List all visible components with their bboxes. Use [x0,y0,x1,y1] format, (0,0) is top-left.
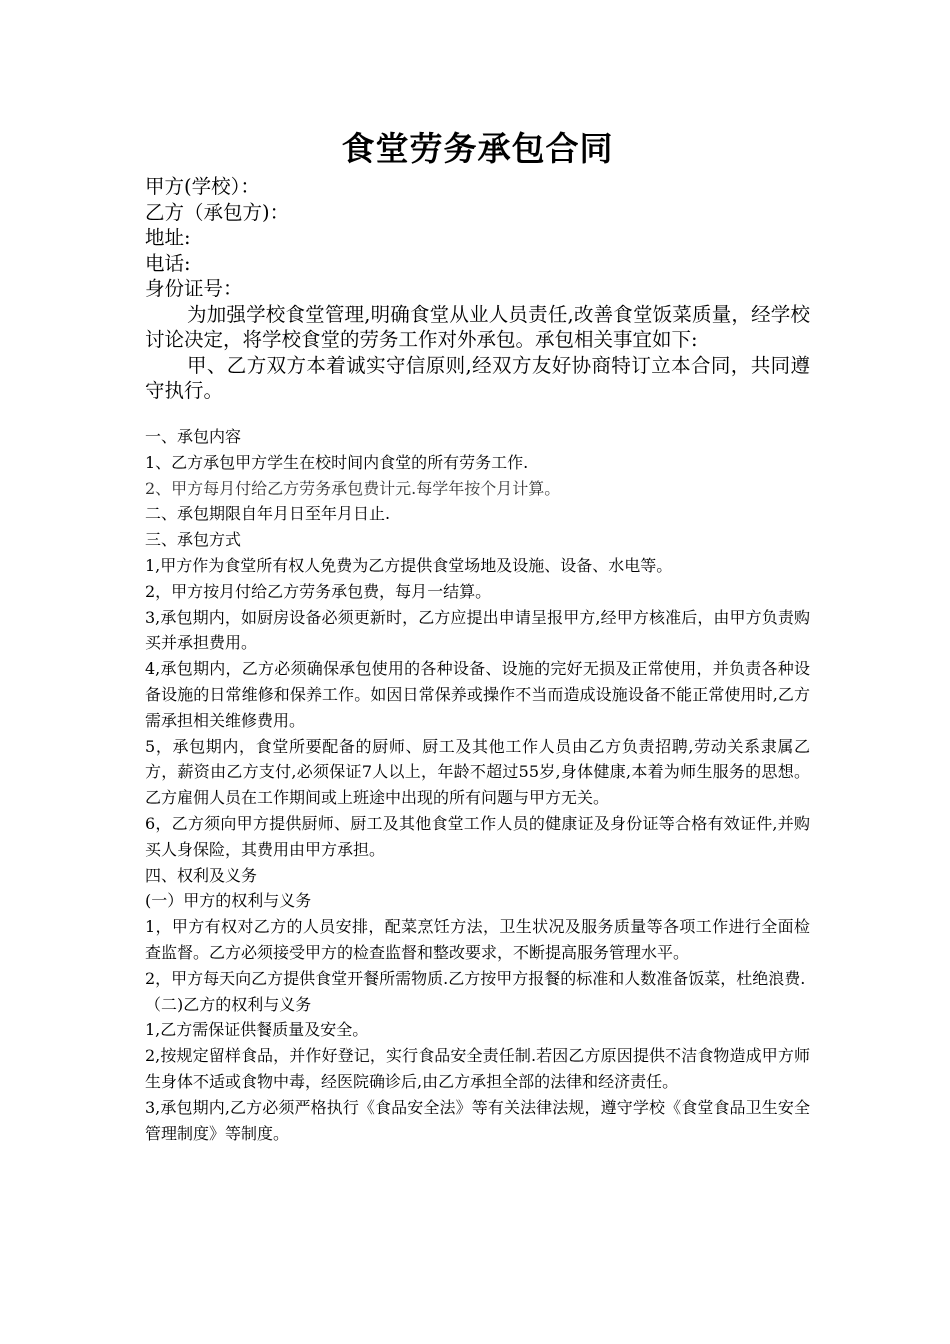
clause-paragraph: 2，甲方每天向乙方提供食堂开餐所需物质.乙方按甲方报餐的标准和人数准备饭菜，杜绝浪费. [145,968,806,988]
subsection-heading: （二)乙方的权利与义务 [145,994,312,1014]
clause-paragraph: 6，乙方须向甲方提供厨师、厨工及其他食堂工作人员的健康证及身份证等合格有效证件,并购买人身保险，其费用由甲方承担。 [145,813,810,859]
clause-paragraph: 4,承包期内，乙方必须确保承包使用的各种设备、设施的完好无损及正常使用，并负责各种设备设施的日常维修和保养工作。如因日常保养或操作不当而造成设施设备不能正常使用时,乙方需承担相关维修费用。 [145,659,810,730]
clause-paragraph: 2，甲方按月付给乙方劳务承包费，每月一结算。 [145,581,492,601]
intro-paragraph: 甲、乙方双方本着诚实守信原则,经双方友好协商特订立本合同，共同遵守执行。 [145,353,810,402]
section-heading: 一、承包内容 [145,427,242,446]
section-heading: 四、权利及义务 [145,865,258,885]
section-heading: 二、承包期限自年月日至年月日止. [145,504,391,524]
clause-paragraph: 1,甲方作为食堂所有权人免费为乙方提供食堂场地及设施、设备、水电等。 [145,555,673,575]
phone-field: 电话: [145,251,191,275]
clause-paragraph: 1，甲方有权对乙方的人员安排，配菜烹饪方法，卫生状况及服务质量等各项工作进行全面检查监督。乙方必须接受甲方的检查监督和整改要求，不断提高服务管理水平。 [145,917,810,962]
contract-body [145,424,810,1146]
party-b-field: 乙方（承包方)： [145,200,290,224]
document-title: 食堂劳务承包合同 [341,129,614,168]
section-heading: 三、承包方式 [145,530,242,550]
clause-paragraph: 1、乙方承包甲方学生在校时间内食堂的所有劳务工作. [145,452,529,472]
party-a-field: 甲方(学校）： [145,175,260,198]
party-info-block [145,174,810,404]
clause-paragraph: 1,乙方需保证供餐质量及安全。 [145,1020,369,1040]
clause-paragraph: 3,承包期内,乙方必须严格执行《食品安全法》等有关法律法规，遵守学校《食堂食品卫生安全管理制度》等制度。 [145,1097,810,1143]
address-field: 地址: [145,226,191,249]
clause-paragraph: 3,承包期内，如厨房设备必须更新时，乙方应提出申请呈报甲方,经甲方核准后，由甲方负责购买并承担费用。 [145,607,810,653]
id-number-field: 身份证号： [145,277,243,300]
intro-paragraph: 为加强学校食堂管理,明确食堂从业人员责任,改善食堂饭菜质量，经学校讨论决定，将学校食堂的劳务工作对外承包。承包相关事宜如下: [145,302,810,351]
subsection-heading: (一）甲方的权利与义务 [145,891,312,911]
clause-paragraph: 5，承包期内，食堂所要配备的厨师、厨工及其他工作人员由乙方负责招聘,劳动关系隶属乙方，薪资由乙方支付,必须保证7人以上，年龄不超过55岁,身体健康,本着为师生服务的思想。乙方雇佣人员在工作期间或上班途中出现的所有问题与甲方无关。 [145,736,810,808]
clause-paragraph: 2,按规定留样食品，并作好登记，实行食品安全责任制.若因乙方原因提供不洁食物造成甲方师生身体不适或食物中毒，经医院确诊后,由乙方承担全部的法律和经济责任。 [145,1046,810,1091]
clause-paragraph: 2、甲方每月付给乙方劳务承包费计元.每学年按个月计算。 [145,478,561,498]
